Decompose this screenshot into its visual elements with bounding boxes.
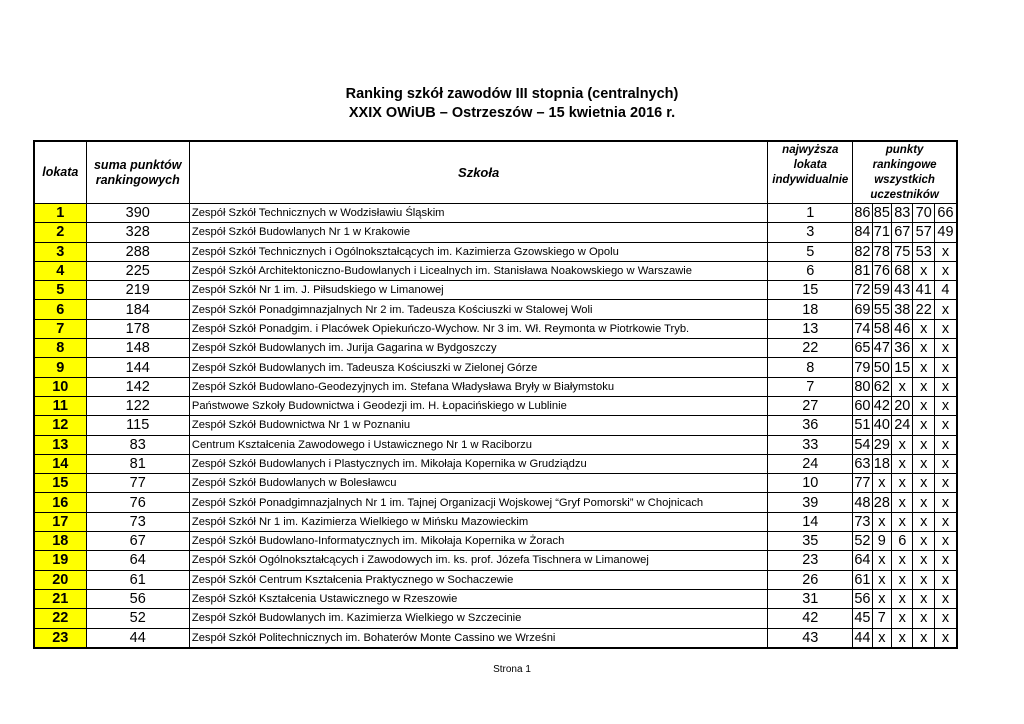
sum-cell: 178 — [86, 319, 189, 338]
sum-cell: 225 — [86, 261, 189, 280]
points-cell: 59 — [873, 282, 890, 299]
points-cell: 57 — [913, 223, 934, 242]
school-cell: Zespół Szkół Budowlano-Geodezyjnych im. Stefana Władysława Bryły w Białymstoku — [189, 377, 768, 396]
school-cell: Zespół Szkół Architektoniczno-Budowlanych i Licealnych im. Stanisława Noakowskiego w Warszawie — [189, 261, 768, 280]
points-cell: x — [934, 493, 957, 512]
points-cell: 81 — [854, 263, 871, 280]
points-cell: x — [913, 261, 934, 280]
sum-cell: 219 — [86, 281, 189, 300]
school-cell: Zespół Szkół Ponadgim. i Placówek Opiekuńczo-Wychow. Nr 3 im. Wł. Reymonta w Piotrkowie Tryb. — [189, 319, 768, 338]
rank-cell: 1 — [34, 204, 86, 223]
points-cell: 68 — [892, 261, 913, 280]
points-cell: 76 — [873, 263, 890, 280]
school-cell: Zespół Szkół Budownictwa Nr 1 w Poznaniu — [189, 416, 768, 435]
points-cell: 67 — [892, 223, 913, 242]
points-cell: x — [892, 474, 913, 493]
points-cell: 60 — [854, 398, 871, 415]
best-rank-cell: 14 — [768, 512, 853, 531]
school-cell: Zespół Szkół Nr 1 im. J. Piłsudskiego w Limanowej — [189, 281, 768, 300]
points-cell: x — [934, 319, 957, 338]
page-subtitle: XXIX OWiUB – Ostrzeszów – 15 kwietnia 2016 r. — [348, 105, 676, 121]
rank-cell: 15 — [34, 474, 86, 493]
points-cell: 24 — [892, 416, 913, 435]
sum-cell: 81 — [86, 454, 189, 473]
points-cell: x — [913, 570, 934, 589]
points-cell: x — [934, 339, 957, 358]
points-cell: x — [892, 628, 913, 648]
points-cell: 49 — [934, 223, 957, 242]
best-rank-cell: 33 — [768, 435, 853, 454]
points-cell: x — [934, 358, 957, 377]
points-cell: 29 — [873, 436, 890, 453]
best-rank-cell: 42 — [768, 609, 853, 628]
school-cell: Zespół Szkół Kształcenia Ustawicznego w Rzeszowie — [189, 589, 768, 608]
points-cell: x — [892, 570, 913, 589]
points-cell: 41 — [913, 281, 934, 300]
rank-cell: 12 — [34, 416, 86, 435]
points-cell: x — [913, 512, 934, 531]
table-row — [34, 281, 957, 300]
school-cell: Zespół Szkół Technicznych i Ogólnokształcących im. Kazimierza Gzowskiego w Opolu — [189, 242, 768, 261]
points-cell: 54 — [854, 436, 871, 453]
points-cell: x — [934, 551, 957, 570]
points-cell: x — [934, 570, 957, 589]
points-cell: 66 — [934, 204, 957, 223]
table-row — [34, 319, 957, 338]
sum-cell: 67 — [86, 532, 189, 551]
points-cell: 20 — [892, 396, 913, 415]
points-cell: 84 — [854, 224, 871, 241]
best-rank-cell: 22 — [768, 339, 853, 358]
rank-cell: 18 — [34, 532, 86, 551]
rank-cell: 6 — [34, 300, 86, 319]
points-cell: 79 — [854, 359, 871, 376]
rank-cell: 22 — [34, 609, 86, 628]
points-cell: 18 — [873, 456, 890, 472]
points-cell: 63 — [854, 456, 871, 472]
points-cell: 15 — [892, 358, 913, 377]
sum-cell: 61 — [86, 570, 189, 589]
points-cell: 53 — [913, 242, 934, 261]
rank-cell: 5 — [34, 281, 86, 300]
best-rank-cell: 7 — [768, 377, 853, 396]
points-cell: 28 — [873, 494, 890, 511]
points-cell: 45 — [854, 610, 871, 627]
sum-cell: 142 — [86, 377, 189, 396]
rank-cell: 23 — [34, 628, 86, 648]
points-cell: 70 — [913, 204, 934, 223]
points-cell: x — [872, 512, 891, 531]
table-row — [34, 358, 957, 377]
points-cell: 43 — [892, 281, 913, 300]
school-cell: Zespół Szkół Ponadgimnazjalnych Nr 1 im. Tajnej Organizacji Wojskowej “Gryf Pomorski” w Chojnicach — [189, 493, 768, 512]
rank-cell: 2 — [34, 223, 86, 242]
sum-cell: 76 — [86, 493, 189, 512]
sum-cell: 52 — [86, 609, 189, 628]
school-cell: Zespół Szkół Ogólnokształcących i Zawodowych im. ks. prof. Józefa Tischnera w Limanowej — [189, 551, 768, 570]
points-cell: 50 — [873, 359, 890, 376]
points-cell: 6 — [892, 532, 913, 551]
header-suma: suma punktów rankingowych — [86, 141, 189, 204]
points-cell: x — [892, 377, 913, 396]
points-cell: x — [892, 454, 913, 473]
points-cell: x — [913, 589, 934, 608]
table-row — [34, 609, 957, 628]
school-cell: Zespół Szkół Budowlanych w Bolesławcu — [189, 474, 768, 493]
table-row — [34, 396, 957, 415]
points-cell: x — [892, 493, 913, 512]
table-row — [34, 300, 957, 319]
points-cell: 72 — [854, 282, 871, 299]
points-cell: 58 — [873, 320, 890, 337]
best-rank-cell: 1 — [768, 204, 853, 223]
points-cell: x — [913, 358, 934, 377]
rank-cell: 3 — [34, 242, 86, 261]
points-cell: x — [872, 589, 891, 608]
points-cell: 51 — [854, 417, 871, 434]
points-cell: x — [934, 474, 957, 493]
points-cell: x — [913, 377, 934, 396]
sum-cell: 64 — [86, 551, 189, 570]
table-row — [34, 512, 957, 531]
points-cell: 64 — [854, 552, 871, 569]
best-rank-cell: 36 — [768, 416, 853, 435]
points-cell: x — [934, 628, 957, 648]
rank-cell: 7 — [34, 319, 86, 338]
points-cell: 44 — [853, 628, 872, 648]
school-cell: Centrum Kształcenia Zawodowego i Ustawicznego Nr 1 w Raciborzu — [189, 435, 768, 454]
rank-cell: 8 — [34, 339, 86, 358]
points-cell: 4 — [934, 281, 957, 300]
table-row — [34, 416, 957, 435]
points-cell: x — [934, 396, 957, 415]
school-cell: Zespół Szkół Nr 1 im. Kazimierza Wielkiego w Mińsku Mazowieckim — [189, 512, 768, 531]
points-cell: 42 — [873, 398, 890, 415]
table-row — [34, 493, 957, 512]
points-cell: x — [872, 474, 891, 493]
points-cell: 56 — [854, 591, 871, 608]
points-cell: x — [934, 300, 957, 319]
school-cell: Zespół Szkół Ponadgimnazjalnych Nr 2 im. Tadeusza Kościuszki w Stalowej Woli — [189, 300, 768, 319]
best-rank-cell: 39 — [768, 493, 853, 512]
points-cell: 40 — [873, 417, 890, 434]
sum-cell: 328 — [86, 223, 189, 242]
points-cell: x — [892, 435, 913, 454]
points-cell: 22 — [913, 300, 934, 319]
rank-cell: 4 — [34, 261, 86, 280]
table-row — [34, 532, 957, 551]
table-row — [34, 454, 957, 473]
best-rank-cell: 24 — [768, 454, 853, 473]
ranking-table — [33, 140, 958, 649]
points-cell: 47 — [873, 340, 890, 357]
sum-cell: 44 — [86, 628, 189, 648]
rank-cell: 11 — [34, 396, 86, 415]
best-rank-cell: 3 — [768, 223, 853, 242]
rank-cell: 14 — [34, 454, 86, 473]
points-cell: 38 — [892, 300, 913, 319]
points-cell: 71 — [873, 224, 890, 241]
best-rank-cell: 8 — [768, 358, 853, 377]
school-cell: Zespół Szkół Budowlanych im. Jurija Gagarina w Bydgoszczy — [189, 339, 768, 358]
best-rank-cell: 27 — [768, 396, 853, 415]
rank-cell: 19 — [34, 551, 86, 570]
points-cell: 73 — [854, 513, 871, 530]
school-cell: Zespół Szkół Budowlanych im. Tadeusza Kościuszki w Zielonej Górze — [189, 358, 768, 377]
points-cell: 78 — [873, 243, 890, 260]
points-cell: x — [892, 512, 913, 531]
points-cell: x — [872, 570, 891, 589]
sum-cell: 83 — [86, 435, 189, 454]
points-cell: x — [934, 261, 957, 280]
table-row — [34, 551, 957, 570]
points-cell: x — [934, 512, 957, 531]
header-lokata: lokata — [34, 141, 86, 204]
rank-cell: 17 — [34, 512, 86, 531]
points-cell: 46 — [892, 319, 913, 338]
table-row — [34, 628, 957, 648]
school-cell: Zespół Szkół Budowlanych Nr 1 w Krakowie — [189, 223, 768, 242]
sum-cell: 184 — [86, 300, 189, 319]
points-cell: x — [913, 609, 934, 628]
sum-cell: 56 — [86, 589, 189, 608]
best-rank-cell: 18 — [768, 300, 853, 319]
school-cell: Państwowe Szkoły Budownictwa i Geodezji im. H. Łopacińskiego w Lublinie — [189, 396, 768, 415]
points-cell: 48 — [854, 494, 871, 511]
rank-cell: 9 — [34, 358, 86, 377]
rank-cell: 13 — [34, 435, 86, 454]
header-punkty: punkty rankingowe wszystkich uczestników — [853, 141, 957, 204]
points-cell: x — [934, 242, 957, 261]
points-cell: x — [872, 551, 891, 570]
sum-cell: 148 — [86, 339, 189, 358]
points-cell: 65 — [854, 340, 871, 357]
best-rank-cell: 31 — [768, 589, 853, 608]
points-cell: x — [913, 339, 934, 358]
school-cell: Zespół Szkół Budowlanych i Plastycznych im. Mikołaja Kopernika w Grudziądzu — [189, 454, 768, 473]
points-cell: x — [913, 628, 934, 648]
rank-cell: 16 — [34, 493, 86, 512]
points-cell: x — [934, 454, 957, 473]
best-rank-cell: 15 — [768, 281, 853, 300]
points-cell: x — [892, 609, 913, 628]
best-rank-cell: 23 — [768, 551, 853, 570]
table-row — [34, 223, 957, 242]
points-cell: 61 — [854, 571, 871, 588]
points-cell: x — [934, 377, 957, 396]
points-cell: 86 — [854, 205, 871, 222]
sum-cell: 73 — [86, 512, 189, 531]
sum-cell: 122 — [86, 396, 189, 415]
table-row — [34, 435, 957, 454]
points-cell: 85 — [873, 205, 890, 222]
school-cell: Zespół Szkół Centrum Kształcenia Praktycznego w Sochaczewie — [189, 570, 768, 589]
best-rank-cell: 13 — [768, 319, 853, 338]
table-row — [34, 204, 957, 223]
points-cell: x — [934, 435, 957, 454]
points-cell: x — [934, 532, 957, 551]
points-cell: x — [913, 532, 934, 551]
points-cell: 55 — [873, 301, 890, 318]
header-najwyzsza: najwyższa lokata indywidualnie — [768, 141, 853, 204]
table-row — [34, 474, 957, 493]
points-cell: x — [934, 589, 957, 608]
points-cell: 74 — [854, 320, 871, 337]
rank-cell: 20 — [34, 570, 86, 589]
sum-cell: 288 — [86, 242, 189, 261]
points-cell: 83 — [892, 204, 913, 223]
points-cell: x — [934, 609, 957, 628]
best-rank-cell: 43 — [768, 628, 853, 648]
points-cell: x — [892, 589, 913, 608]
points-cell: 80 — [854, 378, 871, 395]
sum-cell: 390 — [86, 204, 189, 223]
table-row — [34, 377, 957, 396]
page-title: Ranking szkół zawodów III stopnia (centralnych) — [345, 86, 679, 102]
sum-cell: 77 — [86, 474, 189, 493]
points-cell: 7 — [872, 609, 891, 628]
best-rank-cell: 26 — [768, 570, 853, 589]
points-cell: x — [913, 551, 934, 570]
points-cell: x — [913, 396, 934, 415]
table-header-row — [34, 141, 957, 204]
best-rank-cell: 6 — [768, 261, 853, 280]
best-rank-cell: 5 — [768, 242, 853, 261]
points-cell: x — [913, 435, 934, 454]
best-rank-cell: 10 — [768, 474, 853, 493]
points-cell: 75 — [892, 242, 913, 261]
points-cell: 62 — [873, 378, 890, 395]
points-cell: 36 — [892, 339, 913, 358]
page-footer: Strona 1 — [493, 664, 531, 675]
school-cell: Zespół Szkół Budowlano-Informatycznych im. Mikołaja Kopernika w Żorach — [189, 532, 768, 551]
rank-cell: 10 — [34, 377, 86, 396]
points-cell: 77 — [854, 475, 871, 492]
rank-cell: 21 — [34, 589, 86, 608]
points-cell: 82 — [854, 243, 871, 260]
points-cell: x — [913, 319, 934, 338]
table-row — [34, 242, 957, 261]
points-cell: x — [913, 454, 934, 473]
points-cell: x — [872, 628, 891, 648]
table-row — [34, 339, 957, 358]
points-cell: x — [913, 474, 934, 493]
table-row — [34, 570, 957, 589]
points-cell: 9 — [872, 532, 891, 551]
table-row — [34, 261, 957, 280]
school-cell: Zespół Szkół Politechnicznych im. Bohaterów Monte Cassino we Wrześni — [189, 628, 768, 648]
points-cell: x — [934, 416, 957, 435]
school-cell: Zespół Szkół Technicznych w Wodzisławiu Śląskim — [189, 204, 768, 223]
header-szkola: Szkoła — [189, 141, 768, 204]
best-rank-cell: 35 — [768, 532, 853, 551]
points-cell: x — [913, 416, 934, 435]
points-cell: x — [913, 493, 934, 512]
table-row — [34, 589, 957, 608]
sum-cell: 144 — [86, 358, 189, 377]
school-cell: Zespół Szkół Budowlanych im. Kazimierza Wielkiego w Szczecinie — [189, 609, 768, 628]
points-cell: x — [892, 551, 913, 570]
points-cell: 69 — [854, 301, 871, 318]
sum-cell: 115 — [86, 416, 189, 435]
points-cell: 52 — [854, 533, 871, 550]
